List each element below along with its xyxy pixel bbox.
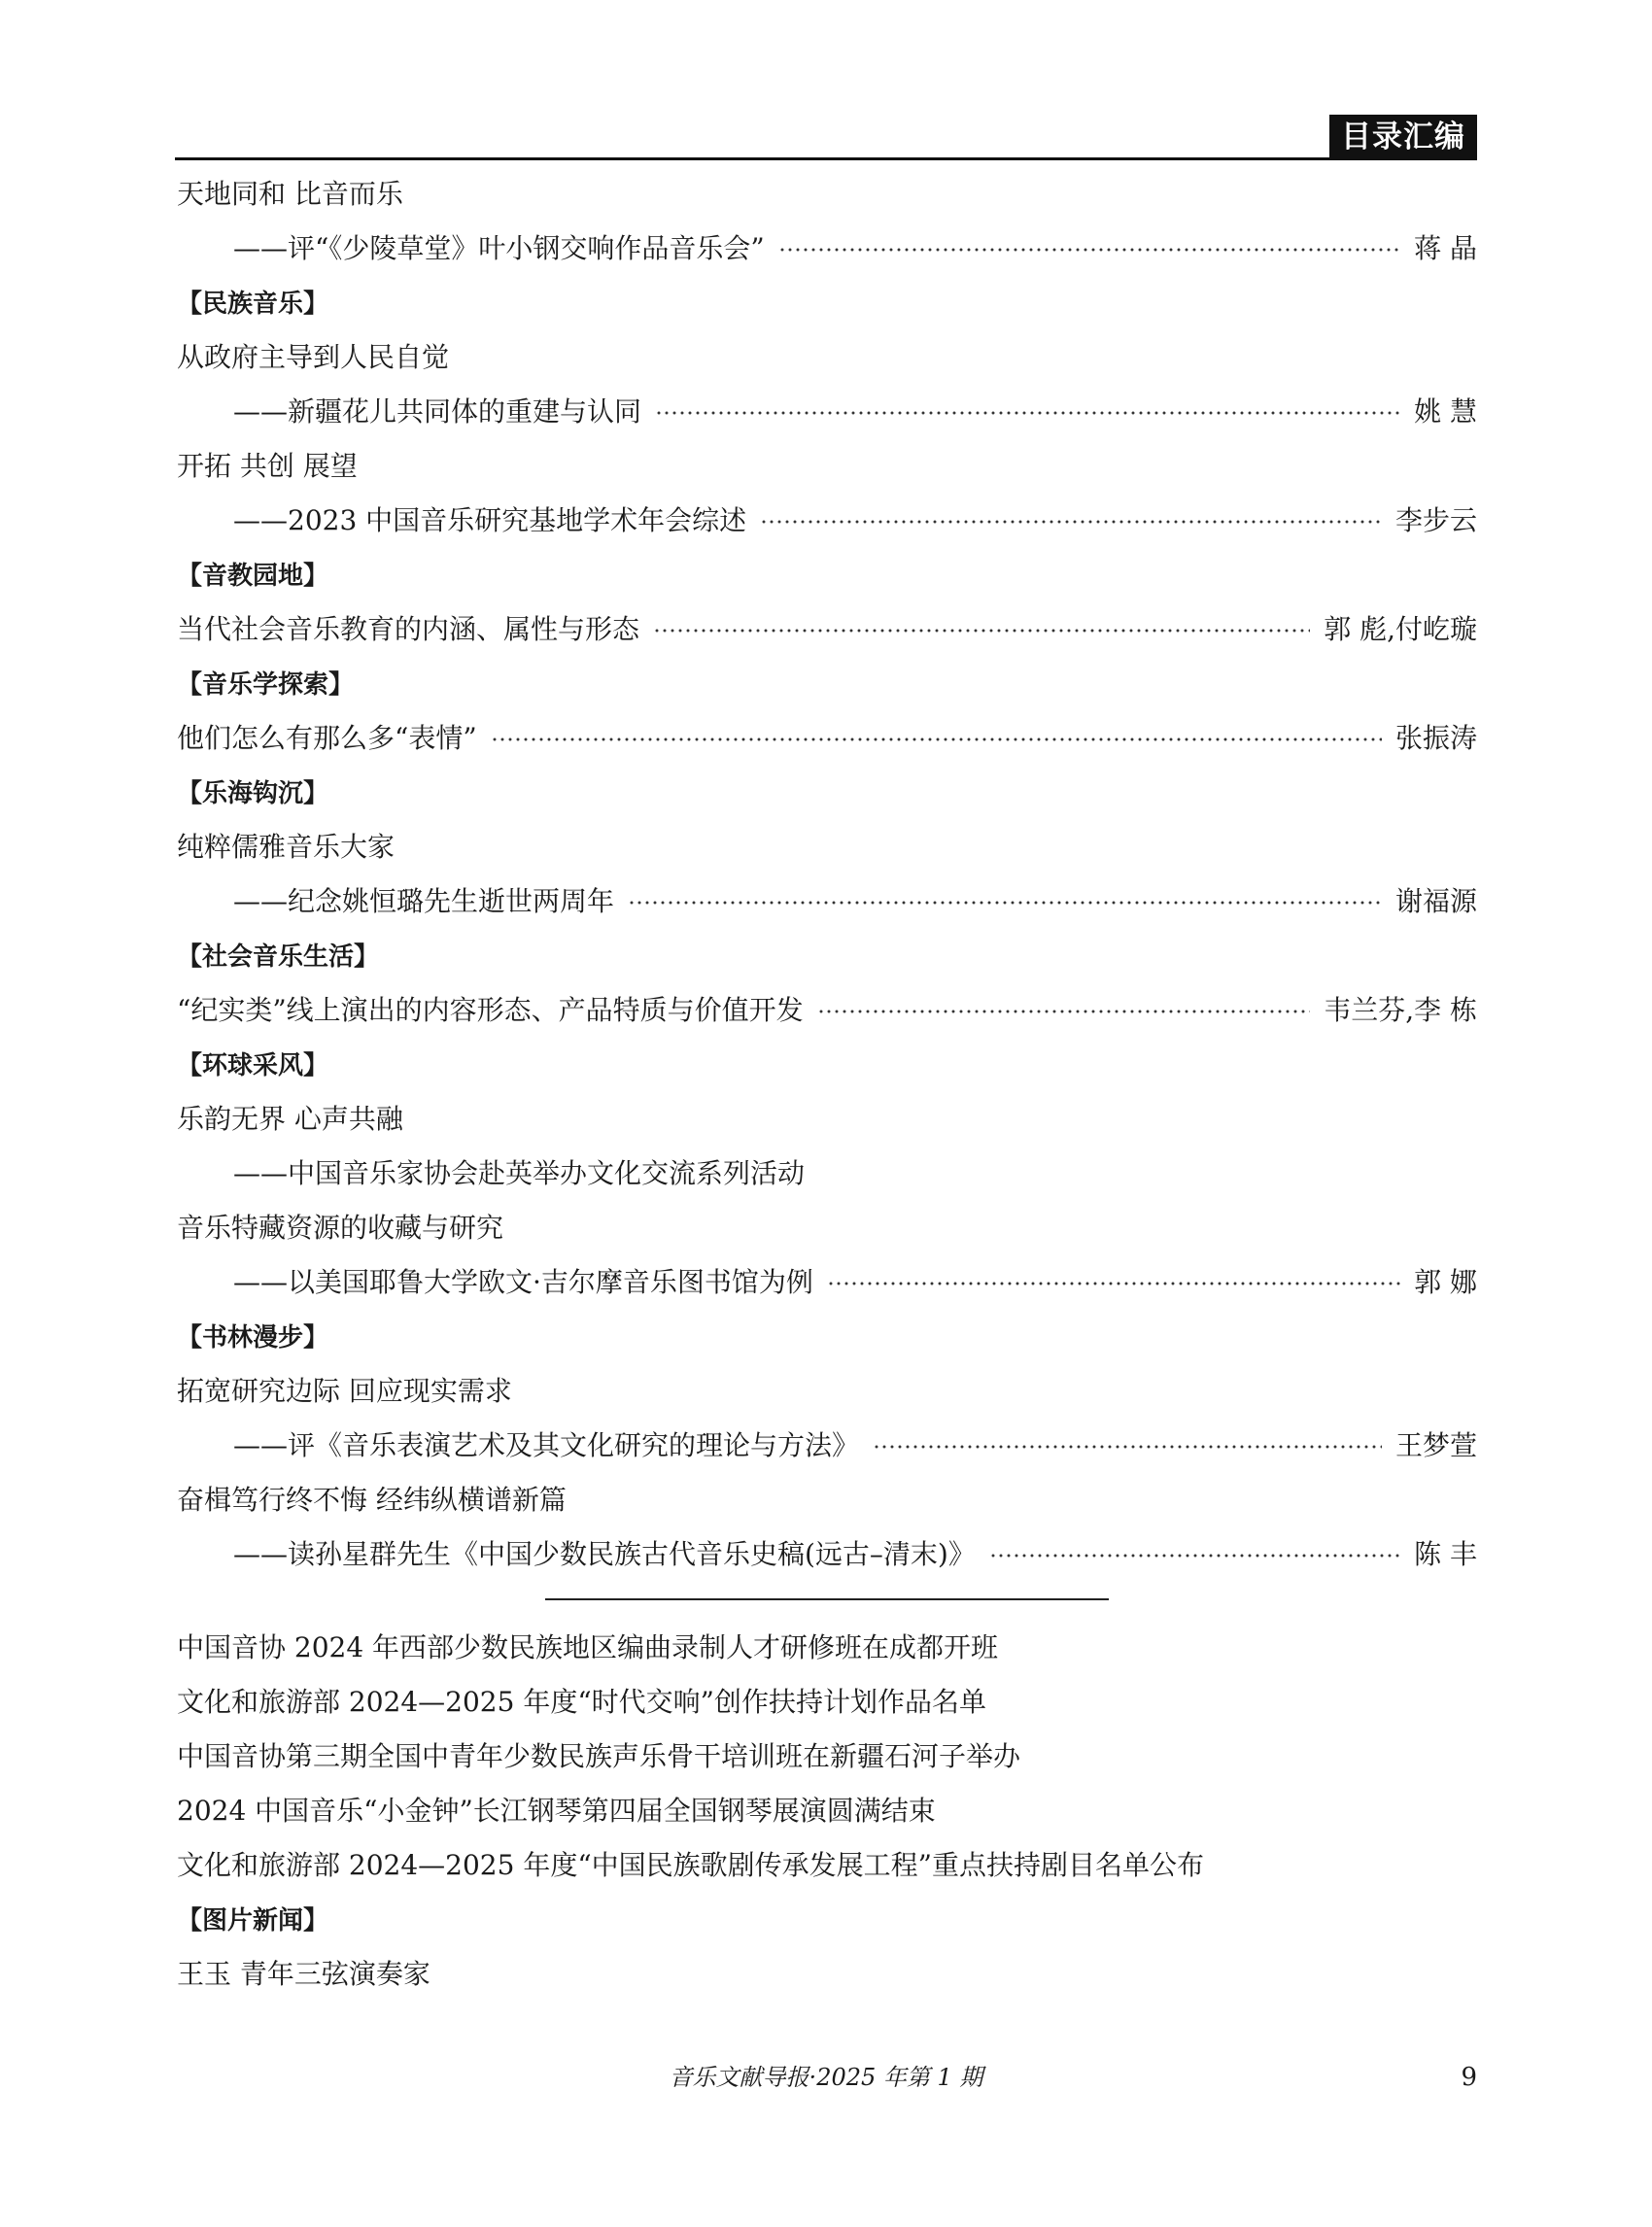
toc-entry [177,328,1477,383]
entry-title: 开拓 共创 展望 [177,450,358,482]
toc-entry [177,709,1477,764]
section-badge: 目录汇编 [1329,115,1477,159]
toc-entry [177,873,1477,927]
entry-author: 王梦萱 [1394,1429,1477,1461]
dot-leader [989,1554,1400,1558]
header-rule [175,157,1477,160]
entry-subtitle: ——读孙星群先生《中国少数民族古代音乐史稿(远古–清末)》 [233,1538,976,1570]
separator [177,1580,1477,1619]
dot-leader [655,411,1400,415]
dot-leader [491,737,1382,741]
entry-author: 郭 彪,付屹璇 [1324,613,1477,645]
news-item [177,1619,1477,1673]
entry-author: 陈 丰 [1414,1538,1477,1570]
toc-entry [177,1145,1477,1199]
news-item [177,1836,1477,1891]
entry-author: 韦兰芬,李 栋 [1324,994,1477,1026]
news-item [177,1673,1477,1728]
section-heading: 【音教园地】 [177,561,329,591]
entry-author: 张振涛 [1394,722,1477,754]
toc-entry [177,1362,1477,1417]
entry-title: “纪实类”线上演出的内容形态、产品特质与价值开发 [177,994,804,1026]
toc-entry [177,1525,1477,1580]
toc-entry [177,600,1477,655]
news-item [177,1782,1477,1836]
section-heading: 【乐海钩沉】 [177,778,329,808]
toc-entry [177,1199,1477,1253]
toc-entry [177,437,1477,492]
entry-author: 姚 慧 [1414,395,1477,428]
entry-subtitle: ——新疆花儿共同体的重建与认同 [233,395,642,428]
news-item [177,1728,1477,1782]
dot-leader [827,1282,1400,1285]
entry-title: 当代社会音乐教育的内涵、属性与形态 [177,613,640,645]
toc-entry [177,1471,1477,1525]
toc-entry [177,1090,1477,1145]
entry-author: 蒋 晶 [1414,232,1477,264]
entry-title: 音乐特藏资源的收藏与研究 [177,1212,504,1244]
news-title: 2024 中国音乐“小金钟”长江钢琴第四届全国钢琴展演圆满结束 [177,1795,936,1827]
news-title: 中国音协第三期全国中青年少数民族声乐骨干培训班在新疆石河子举办 [177,1740,1021,1772]
dot-leader [817,1010,1311,1013]
toc-entry [177,492,1477,546]
toc-entry [177,1417,1477,1471]
toc-list [177,165,1477,2000]
page-footer [0,2058,1652,2097]
journal-name: 音乐文献导报·2025 年第 1 期 [669,2064,983,2091]
entry-subtitle: ——以美国耶鲁大学欧文·吉尔摩音乐图书馆为例 [233,1266,813,1298]
section-heading: 【社会音乐生活】 [177,942,380,972]
news-title: 中国音协 2024 年西部少数民族地区编曲录制人才研修班在成都开班 [177,1631,999,1663]
entry-author: 李步云 [1394,504,1477,536]
toc-entry [177,220,1477,274]
entry-subtitle: ——2023 中国音乐研究基地学术年会综述 [233,504,747,536]
toc-entry [177,818,1477,873]
toc-entry [177,165,1477,220]
entry-author: 郭 娜 [1414,1266,1477,1298]
entry-title: 乐韵无界 心声共融 [177,1103,403,1135]
section-heading: 【图片新闻】 [177,1905,329,1936]
entry-author: 谢福源 [1394,885,1477,917]
entry-subtitle: ——纪念姚恒璐先生逝世两周年 [233,885,615,917]
separator-line [545,1598,1109,1600]
dot-leader [653,629,1310,633]
entry-title: 拓宽研究边际 回应现实需求 [177,1375,512,1407]
news-title: 文化和旅游部 2024—2025 年度“中国民族歌剧传承发展工程”重点扶持剧目名单公布 [177,1849,1204,1881]
entry-title: 他们怎么有那么多“表情” [177,722,477,754]
entry-title: 天地同和 比音而乐 [177,178,403,210]
news-title: 文化和旅游部 2024—2025 年度“时代交响”创作扶持计划作品名单 [177,1686,986,1718]
toc-entry [177,1253,1477,1308]
entry-title: 从政府主导到人民自觉 [177,341,450,373]
section-heading: 【书林漫步】 [177,1322,329,1353]
toc-entry [177,383,1477,437]
section-heading: 【音乐学探索】 [177,669,355,700]
entry-subtitle: ——评《音乐表演艺术及其文化研究的理论与方法》 [233,1429,860,1461]
dot-leader [873,1445,1382,1449]
entry-title: 纯粹儒雅音乐大家 [177,831,396,863]
section-heading: 【民族音乐】 [177,289,329,319]
section-heading: 【环球采风】 [177,1050,329,1080]
photo-news-title: 王玉 青年三弦演奏家 [177,1958,430,1990]
toc-entry [177,981,1477,1036]
entry-subtitle: ——评“《少陵草堂》叶小钢交响作品音乐会” [233,232,765,264]
dot-leader [778,248,1400,252]
entry-title: 奋楫笃行终不悔 经纬纵横谱新篇 [177,1484,567,1516]
dot-leader [628,901,1382,905]
page-number: 9 [1461,2063,1477,2092]
dot-leader [760,520,1382,524]
news-item [177,1945,1477,2000]
entry-subtitle: ——中国音乐家协会赴英举办文化交流系列活动 [233,1157,806,1189]
